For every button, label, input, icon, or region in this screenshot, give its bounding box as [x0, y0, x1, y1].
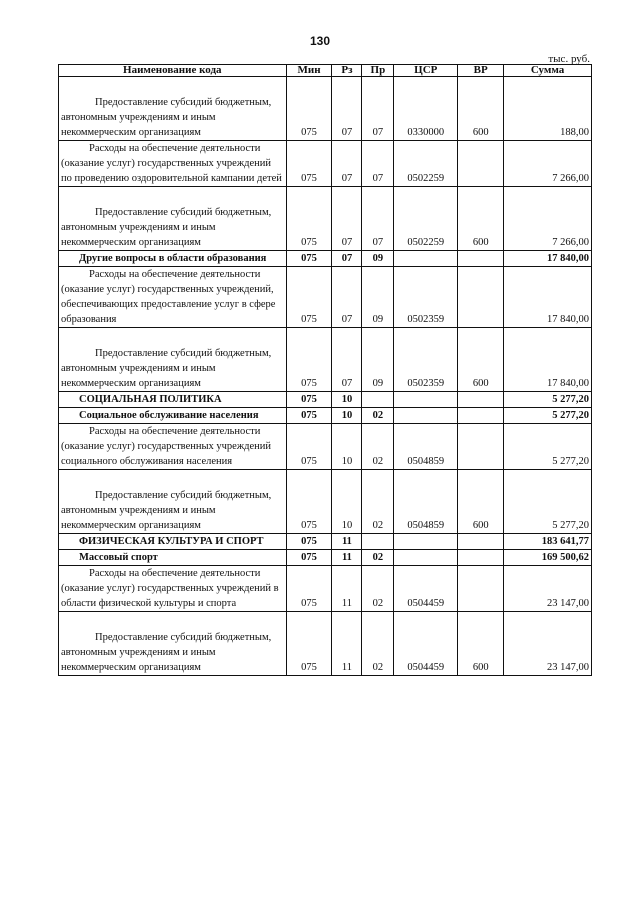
row-name: СОЦИАЛЬНАЯ ПОЛИТИКА: [59, 392, 287, 408]
row-csr: 0330000: [394, 77, 458, 141]
row-pr: 02: [362, 424, 394, 470]
row-vr: 600: [458, 328, 504, 392]
page-number: 130: [309, 34, 331, 48]
row-rz: 11: [332, 612, 362, 676]
row-pr: 09: [362, 267, 394, 328]
row-rz: 10: [332, 470, 362, 534]
row-rz: 10: [332, 392, 362, 408]
row-sum: 188,00: [504, 77, 592, 141]
row-sum: 5 277,20: [504, 392, 592, 408]
row-pr: 02: [362, 408, 394, 424]
row-rz: 11: [332, 566, 362, 612]
row-sum: 5 277,20: [504, 470, 592, 534]
table-row: [59, 267, 592, 328]
row-sum: 17 840,00: [504, 328, 592, 392]
row-vr: [458, 550, 504, 566]
row-sum: 7 266,00: [504, 141, 592, 187]
row-sum: 17 840,00: [504, 267, 592, 328]
row-rz: 07: [332, 141, 362, 187]
row-name: Социальное обслуживание населения: [59, 408, 287, 424]
row-name: Предоставление субсидий бюджетным, автономным учреждениям и иным некоммерческим организациям: [59, 328, 287, 392]
row-name: Предоставление субсидий бюджетным, автономным учреждениям и иным некоммерческим организациям: [59, 187, 287, 251]
row-pr: 02: [362, 550, 394, 566]
row-rz: 11: [332, 550, 362, 566]
row-rz: 10: [332, 408, 362, 424]
row-min: 075: [286, 566, 332, 612]
row-min: 075: [286, 328, 332, 392]
table-row: [59, 534, 592, 550]
row-vr: [458, 141, 504, 187]
row-vr: 600: [458, 470, 504, 534]
row-vr: [458, 408, 504, 424]
row-csr: 0504859: [394, 470, 458, 534]
row-csr: 0502359: [394, 267, 458, 328]
row-sum: 169 500,62: [504, 550, 592, 566]
row-sum: 7 266,00: [504, 187, 592, 251]
row-pr: 07: [362, 187, 394, 251]
row-name: Другие вопросы в области образования: [59, 251, 287, 267]
row-min: 075: [286, 77, 332, 141]
row-rz: 07: [332, 267, 362, 328]
row-pr: 07: [362, 77, 394, 141]
row-vr: 600: [458, 612, 504, 676]
row-pr: 02: [362, 612, 394, 676]
row-pr: 02: [362, 566, 394, 612]
table-row: [59, 392, 592, 408]
row-rz: 07: [332, 251, 362, 267]
table-row: [59, 612, 592, 676]
row-csr: [394, 408, 458, 424]
row-rz: 07: [332, 187, 362, 251]
table-row: [59, 141, 592, 187]
row-vr: 600: [458, 187, 504, 251]
row-sum: 23 147,00: [504, 612, 592, 676]
row-name: Предоставление субсидий бюджетным, автономным учреждениям и иным некоммерческим организациям: [59, 77, 287, 141]
header-csr: ЦСР: [394, 65, 458, 77]
row-min: 075: [286, 470, 332, 534]
row-csr: 0504859: [394, 424, 458, 470]
row-min: 075: [286, 550, 332, 566]
row-rz: 11: [332, 534, 362, 550]
row-min: 075: [286, 612, 332, 676]
row-pr: 07: [362, 141, 394, 187]
header-pr: Пр: [362, 65, 394, 77]
table-row: [59, 408, 592, 424]
table-row: [59, 424, 592, 470]
row-sum: 5 277,20: [504, 424, 592, 470]
table-row: [59, 550, 592, 566]
header-name: Наименование кода: [59, 65, 287, 77]
row-pr: [362, 534, 394, 550]
row-pr: 02: [362, 470, 394, 534]
row-pr: 09: [362, 251, 394, 267]
header-vr: ВР: [458, 65, 504, 77]
row-vr: [458, 267, 504, 328]
row-csr: 0502359: [394, 328, 458, 392]
row-min: 075: [286, 267, 332, 328]
row-min: 075: [286, 534, 332, 550]
row-vr: [458, 534, 504, 550]
table-row: [59, 470, 592, 534]
row-vr: [458, 392, 504, 408]
row-vr: 600: [458, 77, 504, 141]
row-rz: 07: [332, 328, 362, 392]
row-csr: 0502259: [394, 187, 458, 251]
row-vr: [458, 566, 504, 612]
row-name: Массовый спорт: [59, 550, 287, 566]
row-pr: [362, 392, 394, 408]
row-min: 075: [286, 392, 332, 408]
row-min: 075: [286, 424, 332, 470]
units-label: тыс. руб.: [548, 53, 590, 65]
row-name: Предоставление субсидий бюджетным, автономным учреждениям и иным некоммерческим организациям: [59, 612, 287, 676]
row-sum: 23 147,00: [504, 566, 592, 612]
table-header: [59, 65, 592, 77]
row-csr: [394, 550, 458, 566]
budget-table: [58, 64, 592, 676]
row-csr: 0504459: [394, 612, 458, 676]
row-csr: 0504459: [394, 566, 458, 612]
table-row: [59, 251, 592, 267]
row-name: Расходы на обеспечение деятельности (оказание услуг) государственных учреждений социального обслуживания населения: [59, 424, 287, 470]
row-name: Расходы на обеспечение деятельности (оказание услуг) государственных учреждений, обеспечивающих предоставление услуг в сфере образования: [59, 267, 287, 328]
row-csr: 0502259: [394, 141, 458, 187]
row-min: 075: [286, 187, 332, 251]
row-min: 075: [286, 408, 332, 424]
row-name: Предоставление субсидий бюджетным, автономным учреждениям и иным некоммерческим организациям: [59, 470, 287, 534]
table-row: [59, 77, 592, 141]
row-name: Расходы на обеспечение деятельности (оказание услуг) государственных учреждений по проведению оздоровительной кампании детей: [59, 141, 287, 187]
row-sum: 5 277,20: [504, 408, 592, 424]
row-name: ФИЗИЧЕСКАЯ КУЛЬТУРА И СПОРТ: [59, 534, 287, 550]
header-min: Мин: [286, 65, 332, 77]
header-rz: Рз: [332, 65, 362, 77]
header-sum: Сумма: [504, 65, 592, 77]
row-vr: [458, 251, 504, 267]
table-row: [59, 328, 592, 392]
row-sum: 183 641,77: [504, 534, 592, 550]
row-csr: [394, 251, 458, 267]
row-csr: [394, 392, 458, 408]
row-rz: 07: [332, 77, 362, 141]
row-name: Расходы на обеспечение деятельности (оказание услуг) государственных учреждений в области физической культуры и спорта: [59, 566, 287, 612]
row-rz: 10: [332, 424, 362, 470]
table-row: [59, 187, 592, 251]
row-vr: [458, 424, 504, 470]
row-min: 075: [286, 141, 332, 187]
table-row: [59, 566, 592, 612]
row-csr: [394, 534, 458, 550]
row-min: 075: [286, 251, 332, 267]
row-pr: 09: [362, 328, 394, 392]
row-sum: 17 840,00: [504, 251, 592, 267]
